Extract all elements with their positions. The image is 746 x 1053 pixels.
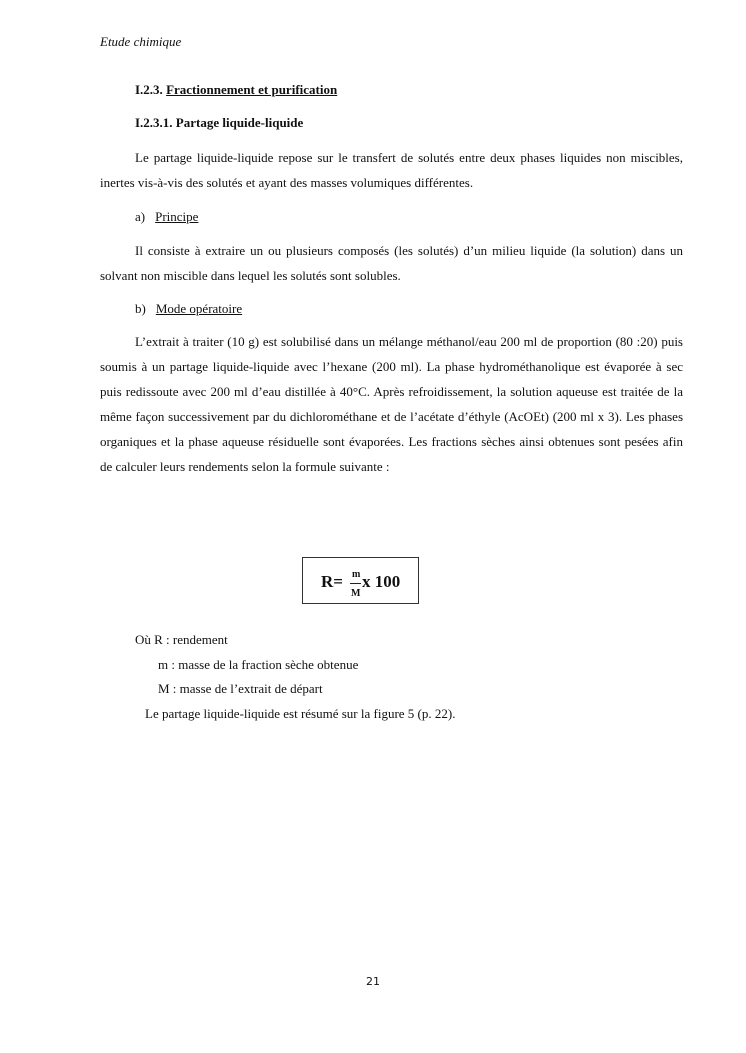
section-title: Fractionnement et purification — [166, 82, 338, 97]
list-item-mode-operatoire — [135, 301, 242, 317]
formula-numerator: m — [352, 569, 361, 580]
subsection-heading: I.2.3.1. Partage liquide-liquide — [135, 115, 304, 130]
legend-r: Où R : rendement — [135, 632, 228, 647]
list-marker: a) — [135, 209, 146, 224]
section-number: I.2.3. — [135, 82, 163, 97]
list-label: Principe — [155, 209, 199, 224]
page-number: 21 — [366, 975, 380, 988]
fraction-bar — [350, 583, 361, 584]
list-marker: b) — [135, 301, 146, 316]
formula-lhs: R= — [321, 572, 343, 591]
legend-m: m : masse de la fraction sèche obtenue — [158, 657, 359, 672]
formula-denominator: M — [351, 588, 361, 599]
formula-rhs: x 100 — [362, 572, 401, 591]
principe-paragraph: Il consiste à extraire un ou plusieurs composés (les solutés) d’un milieu liquide (la solution) dans un solvant non miscible dans lequel les solutés sont solubles. — [100, 243, 683, 283]
list-label: Mode opératoire — [155, 301, 243, 316]
closing-sentence: Le partage liquide-liquide est résumé sur la figure 5 (p. 22). — [145, 706, 456, 721]
intro-paragraph: Le partage liquide-liquide repose sur le transfert de solutés entre deux phases liquides non miscibles, inertes vis-à-vis des solutés et ayant des masses volumiques différentes. — [100, 150, 683, 190]
running-header: Etude chimique — [100, 34, 182, 49]
list-item-principe — [135, 209, 198, 225]
yield-formula — [302, 557, 419, 604]
section-heading — [135, 82, 337, 98]
legend-M: M : masse de l’extrait de départ — [158, 681, 323, 696]
mode-operatoire-paragraph: L’extrait à traiter (10 g) est solubilisé dans un mélange méthanol/eau 200 ml de proportion (80 :20) puis soumis à un partage liquide-liquide avec l’hexane (200 ml). La phase hydrométhanolique est évaporée à sec puis redissoute avec 200 ml d’eau distillée à 40°C. Après refroidissement, la solution aqueuse est traitée de la même façon successivement par du dichlorométhane et de l’acétate d’éthyle (AcOEt) (200 ml x 3). Les phases organiques et la phase aqueuse résiduelle sont évaporées. Les fractions sèches ainsi obtenues sont pesées afin de calculer leurs rendements selon la formule suivante : — [100, 334, 683, 474]
